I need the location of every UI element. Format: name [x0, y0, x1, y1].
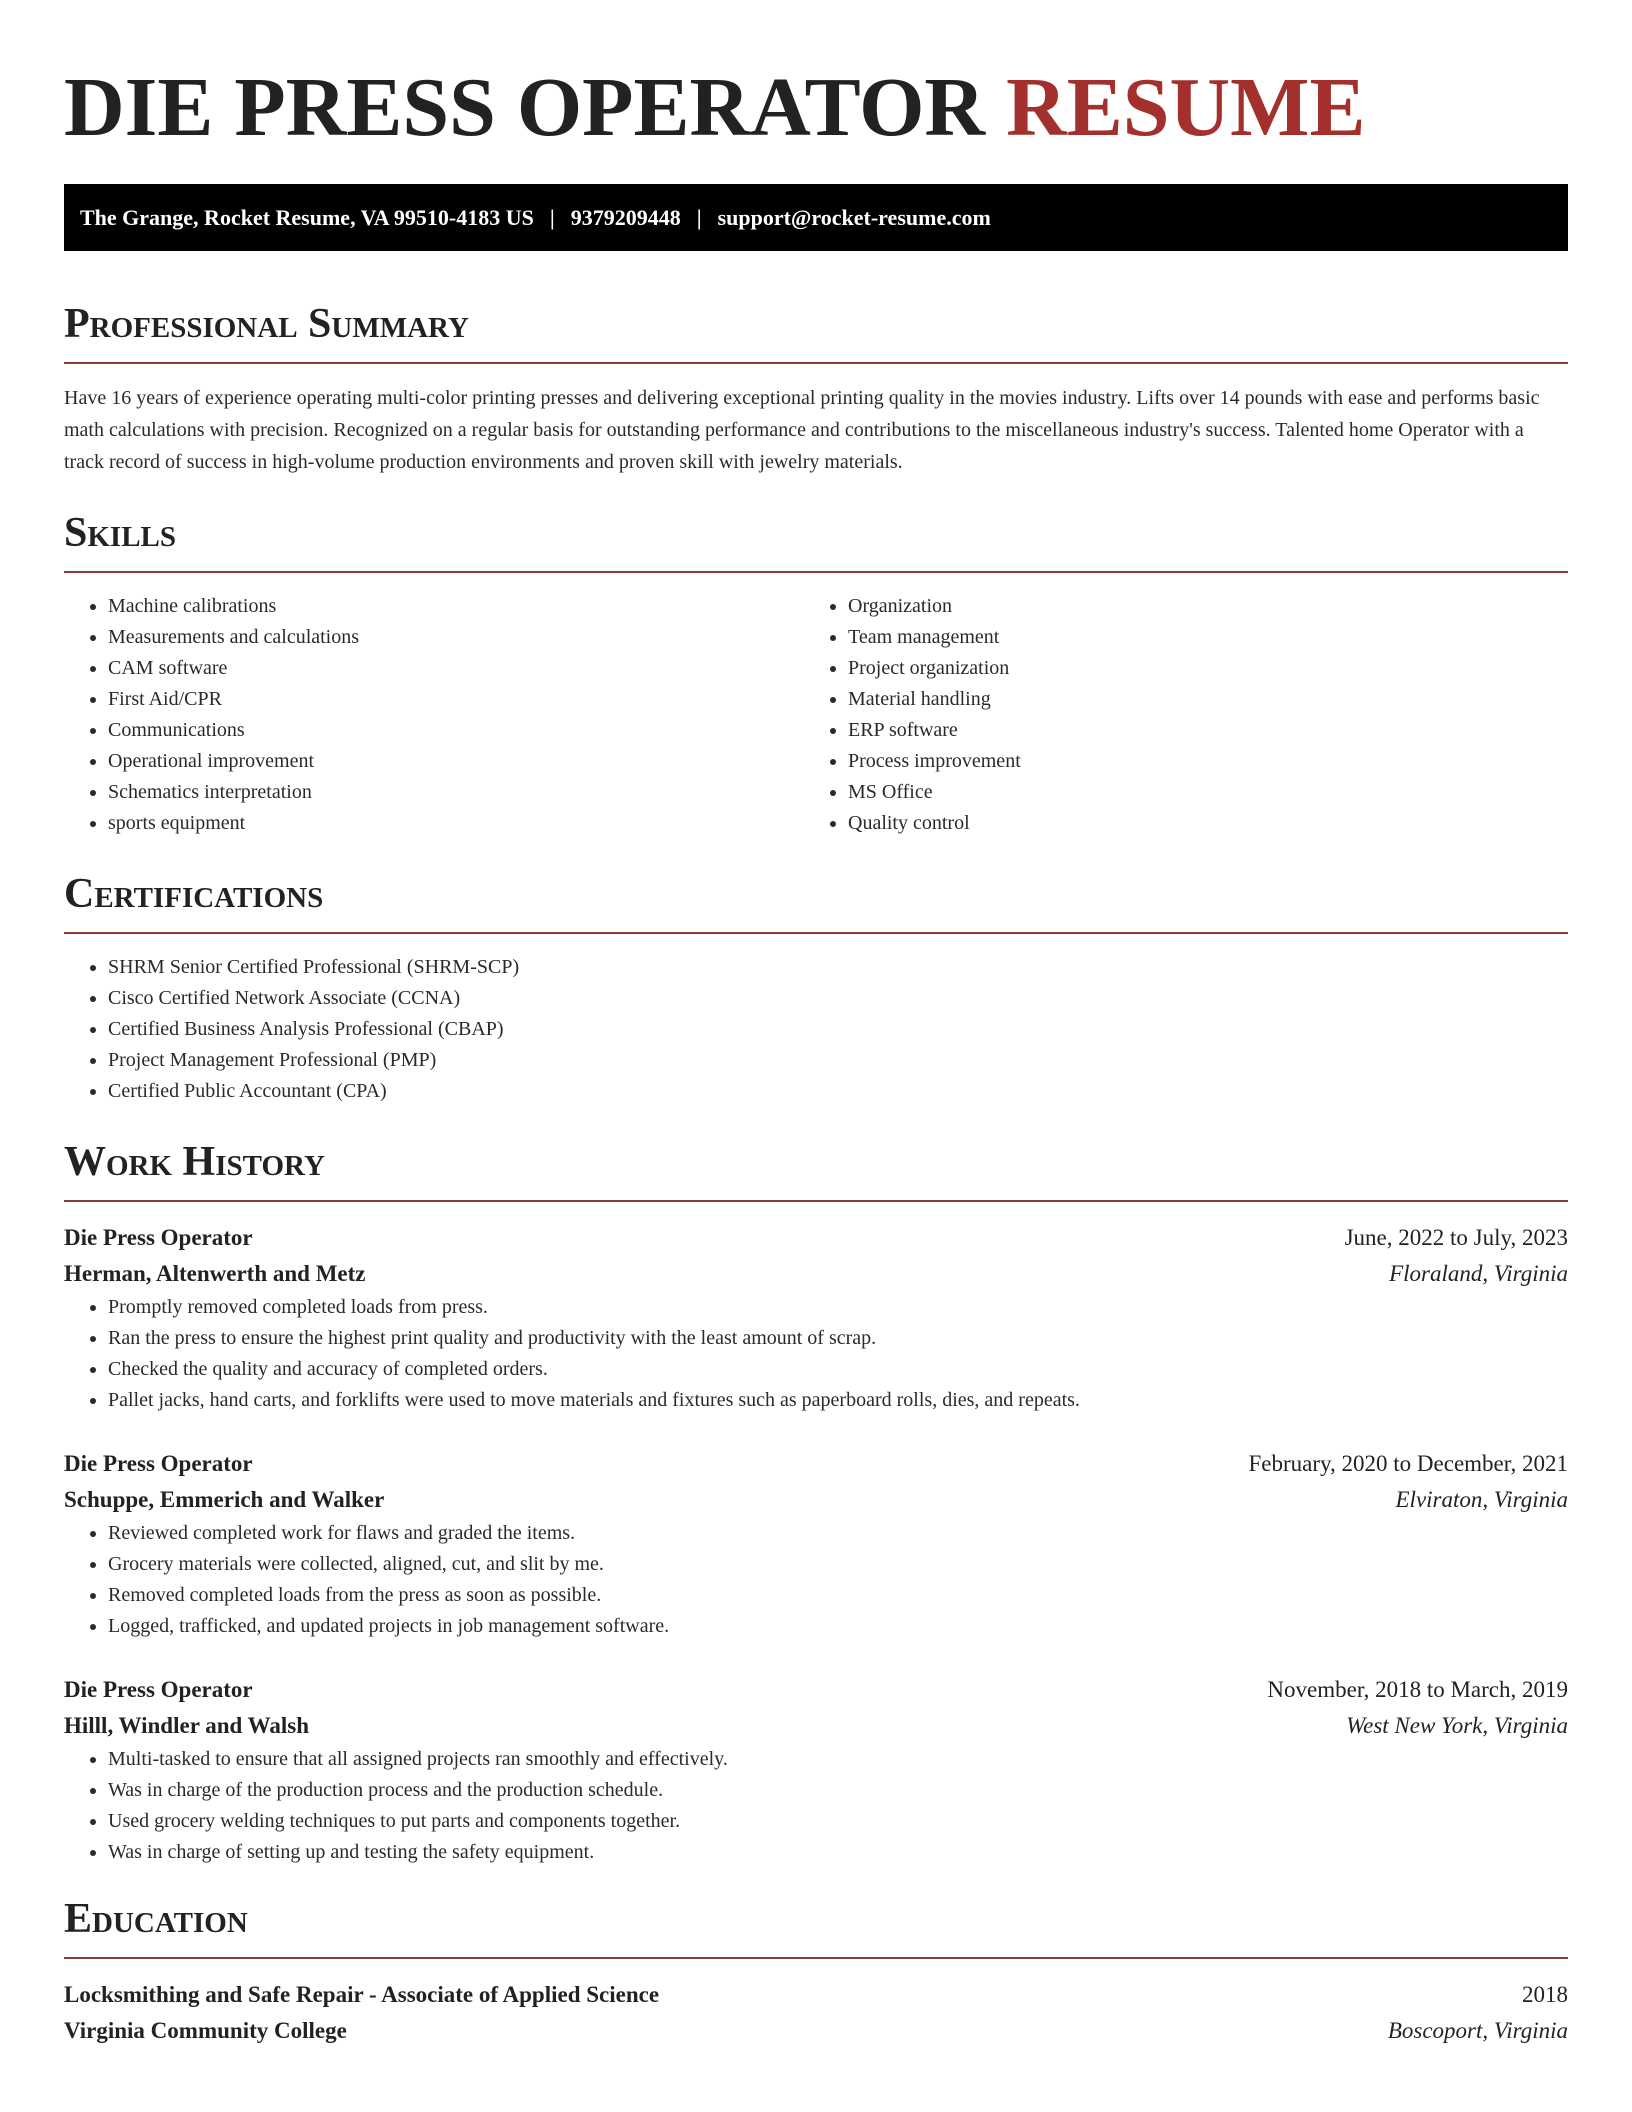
work-history-section — [64, 1141, 1568, 1868]
job-location: Elviraton, Virginia — [1395, 1487, 1568, 1512]
skill-item: • Quality control — [848, 808, 1544, 839]
skill-item: • Process improvement — [848, 746, 1544, 777]
job-entry — [64, 1220, 1568, 1416]
skill-item: • sports equipment — [108, 808, 804, 839]
job-bullet: • Grocery materials were collected, aligned, cut, and slit by me. — [108, 1549, 1568, 1580]
job-bullet: • Was in charge of the production process and the production schedule. — [108, 1775, 1568, 1806]
contact-address: The Grange, Rocket Resume, VA 99510-4183 US — [80, 204, 534, 230]
job-bullet: • Used grocery welding techniques to put parts and components together. — [108, 1806, 1568, 1837]
education-heading: Education — [64, 1896, 248, 1942]
education-school-row — [64, 2013, 1568, 2049]
education-year: 2018 — [1522, 1982, 1568, 2007]
job-company: Hilll, Windler and Walsh — [64, 1713, 310, 1738]
certifications-list — [64, 952, 1568, 1107]
job-bullet: • Promptly removed completed loads from press. — [108, 1292, 1568, 1323]
job-company: Schuppe, Emmerich and Walker — [64, 1487, 385, 1512]
education-degree-row — [64, 1977, 1568, 2013]
job-head-row — [64, 1446, 1568, 1482]
job-company-row — [64, 1256, 1568, 1292]
certification-item: • Cisco Certified Network Associate (CCNA) — [108, 983, 1568, 1014]
job-bullet: • Ran the press to ensure the highest print quality and productivity with the least amount of scrap. — [108, 1323, 1568, 1354]
certification-item: • SHRM Senior Certified Professional (SHRM-SCP) — [108, 952, 1568, 983]
job-entry — [64, 1446, 1568, 1642]
skills-column-right — [804, 591, 1544, 839]
job-bullets — [64, 1744, 1568, 1868]
resume-title — [64, 61, 1568, 154]
skill-item: • ERP software — [848, 715, 1544, 746]
education-section — [64, 1898, 1568, 2049]
skills-list-left — [64, 591, 804, 839]
summary-heading: Professional Summary — [64, 301, 469, 347]
job-title: Die Press Operator — [64, 1451, 253, 1476]
summary-section — [64, 303, 1568, 478]
contact-phone: 9379209448 — [570, 204, 681, 230]
skill-item: • Team management — [848, 622, 1544, 653]
skill-item: • MS Office — [848, 777, 1544, 808]
certifications-heading: Certifications — [64, 871, 324, 917]
job-bullets — [64, 1292, 1568, 1416]
job-bullet: • Checked the quality and accuracy of completed orders. — [108, 1354, 1568, 1385]
skill-item: • Material handling — [848, 684, 1544, 715]
job-bullet: • Reviewed completed work for flaws and graded the items. — [108, 1518, 1568, 1549]
job-dates: February, 2020 to December, 2021 — [1248, 1451, 1568, 1476]
job-company: Herman, Altenwerth and Metz — [64, 1261, 366, 1286]
contact-email: support@rocket-resume.com — [717, 204, 991, 230]
certification-item: • Certified Public Accountant (CPA) — [108, 1076, 1568, 1107]
job-company-row — [64, 1482, 1568, 1518]
skill-item: • CAM software — [108, 653, 804, 684]
certification-item: • Project Management Professional (PMP) — [108, 1045, 1568, 1076]
job-title: Die Press Operator — [64, 1225, 253, 1250]
summary-text: Have 16 years of experience operating multi-color printing presses and delivering exceptional printing quality in the movies industry. Lifts over 14 pounds with ease and performs basic math calculations with precision. Recognized on a regular basis for outstanding performance and contributions to the miscellaneous industry's success. Talented home Operator with a track record of success in high-volume production environments and proven skill with jewelry materials. — [64, 387, 1540, 473]
job-company-row — [64, 1708, 1568, 1744]
job-bullets — [64, 1518, 1568, 1642]
job-bullet: • Multi-tasked to ensure that all assigned projects ran smoothly and effectively. — [108, 1744, 1568, 1775]
job-bullet: • Pallet jacks, hand carts, and forklifts were used to move materials and fixtures such as paperboard rolls, dies, and repeats. — [108, 1385, 1568, 1416]
job-head-row — [64, 1220, 1568, 1256]
job-dates: June, 2022 to July, 2023 — [1344, 1225, 1568, 1250]
education-school: Virginia Community College — [64, 2018, 347, 2043]
job-dates: November, 2018 to March, 2019 — [1267, 1677, 1568, 1702]
work-history-heading: Work History — [64, 1139, 325, 1185]
skills-column-left — [64, 591, 804, 839]
jobs-list — [64, 1220, 1568, 1868]
section-divider — [64, 571, 1568, 573]
section-divider — [64, 932, 1568, 934]
skill-item: • Operational improvement — [108, 746, 804, 777]
job-bullet: • Logged, trafficked, and updated projects in job management software. — [108, 1611, 1568, 1642]
skills-section — [64, 512, 1568, 839]
skill-item: • Schematics interpretation — [108, 777, 804, 808]
skill-item: • Measurements and calculations — [108, 622, 804, 653]
certification-item: • Certified Business Analysis Professional (CBAP) — [108, 1014, 1568, 1045]
skill-item: • Machine calibrations — [108, 591, 804, 622]
section-divider — [64, 1200, 1568, 1202]
contact-separator: | — [549, 204, 555, 230]
section-divider — [64, 1957, 1568, 1959]
contact-separator: | — [696, 204, 702, 230]
skill-item: • Communications — [108, 715, 804, 746]
skill-item: • First Aid/CPR — [108, 684, 804, 715]
skills-heading: Skills — [64, 510, 177, 556]
title-accent: RESUME — [1006, 61, 1366, 154]
contact-bar — [64, 184, 1568, 251]
job-location: Floraland, Virginia — [1389, 1261, 1568, 1286]
job-title: Die Press Operator — [64, 1677, 253, 1702]
title-main: DIE PRESS OPERATOR — [64, 61, 986, 154]
education-degree: Locksmithing and Safe Repair - Associate of Applied Science — [64, 1982, 660, 2007]
skills-list-right — [804, 591, 1544, 839]
education-list — [64, 1977, 1568, 2049]
certifications-section — [64, 873, 1568, 1107]
job-head-row — [64, 1672, 1568, 1708]
job-entry — [64, 1672, 1568, 1868]
skills-grid — [64, 591, 1568, 839]
job-bullet: • Was in charge of setting up and testing the safety equipment. — [108, 1837, 1568, 1868]
skill-item: • Organization — [848, 591, 1544, 622]
job-bullet: • Removed completed loads from the press as soon as possible. — [108, 1580, 1568, 1611]
education-location: Boscoport, Virginia — [1387, 2018, 1568, 2043]
job-location: West New York, Virginia — [1346, 1713, 1568, 1738]
section-divider — [64, 362, 1568, 364]
skill-item: • Project organization — [848, 653, 1544, 684]
